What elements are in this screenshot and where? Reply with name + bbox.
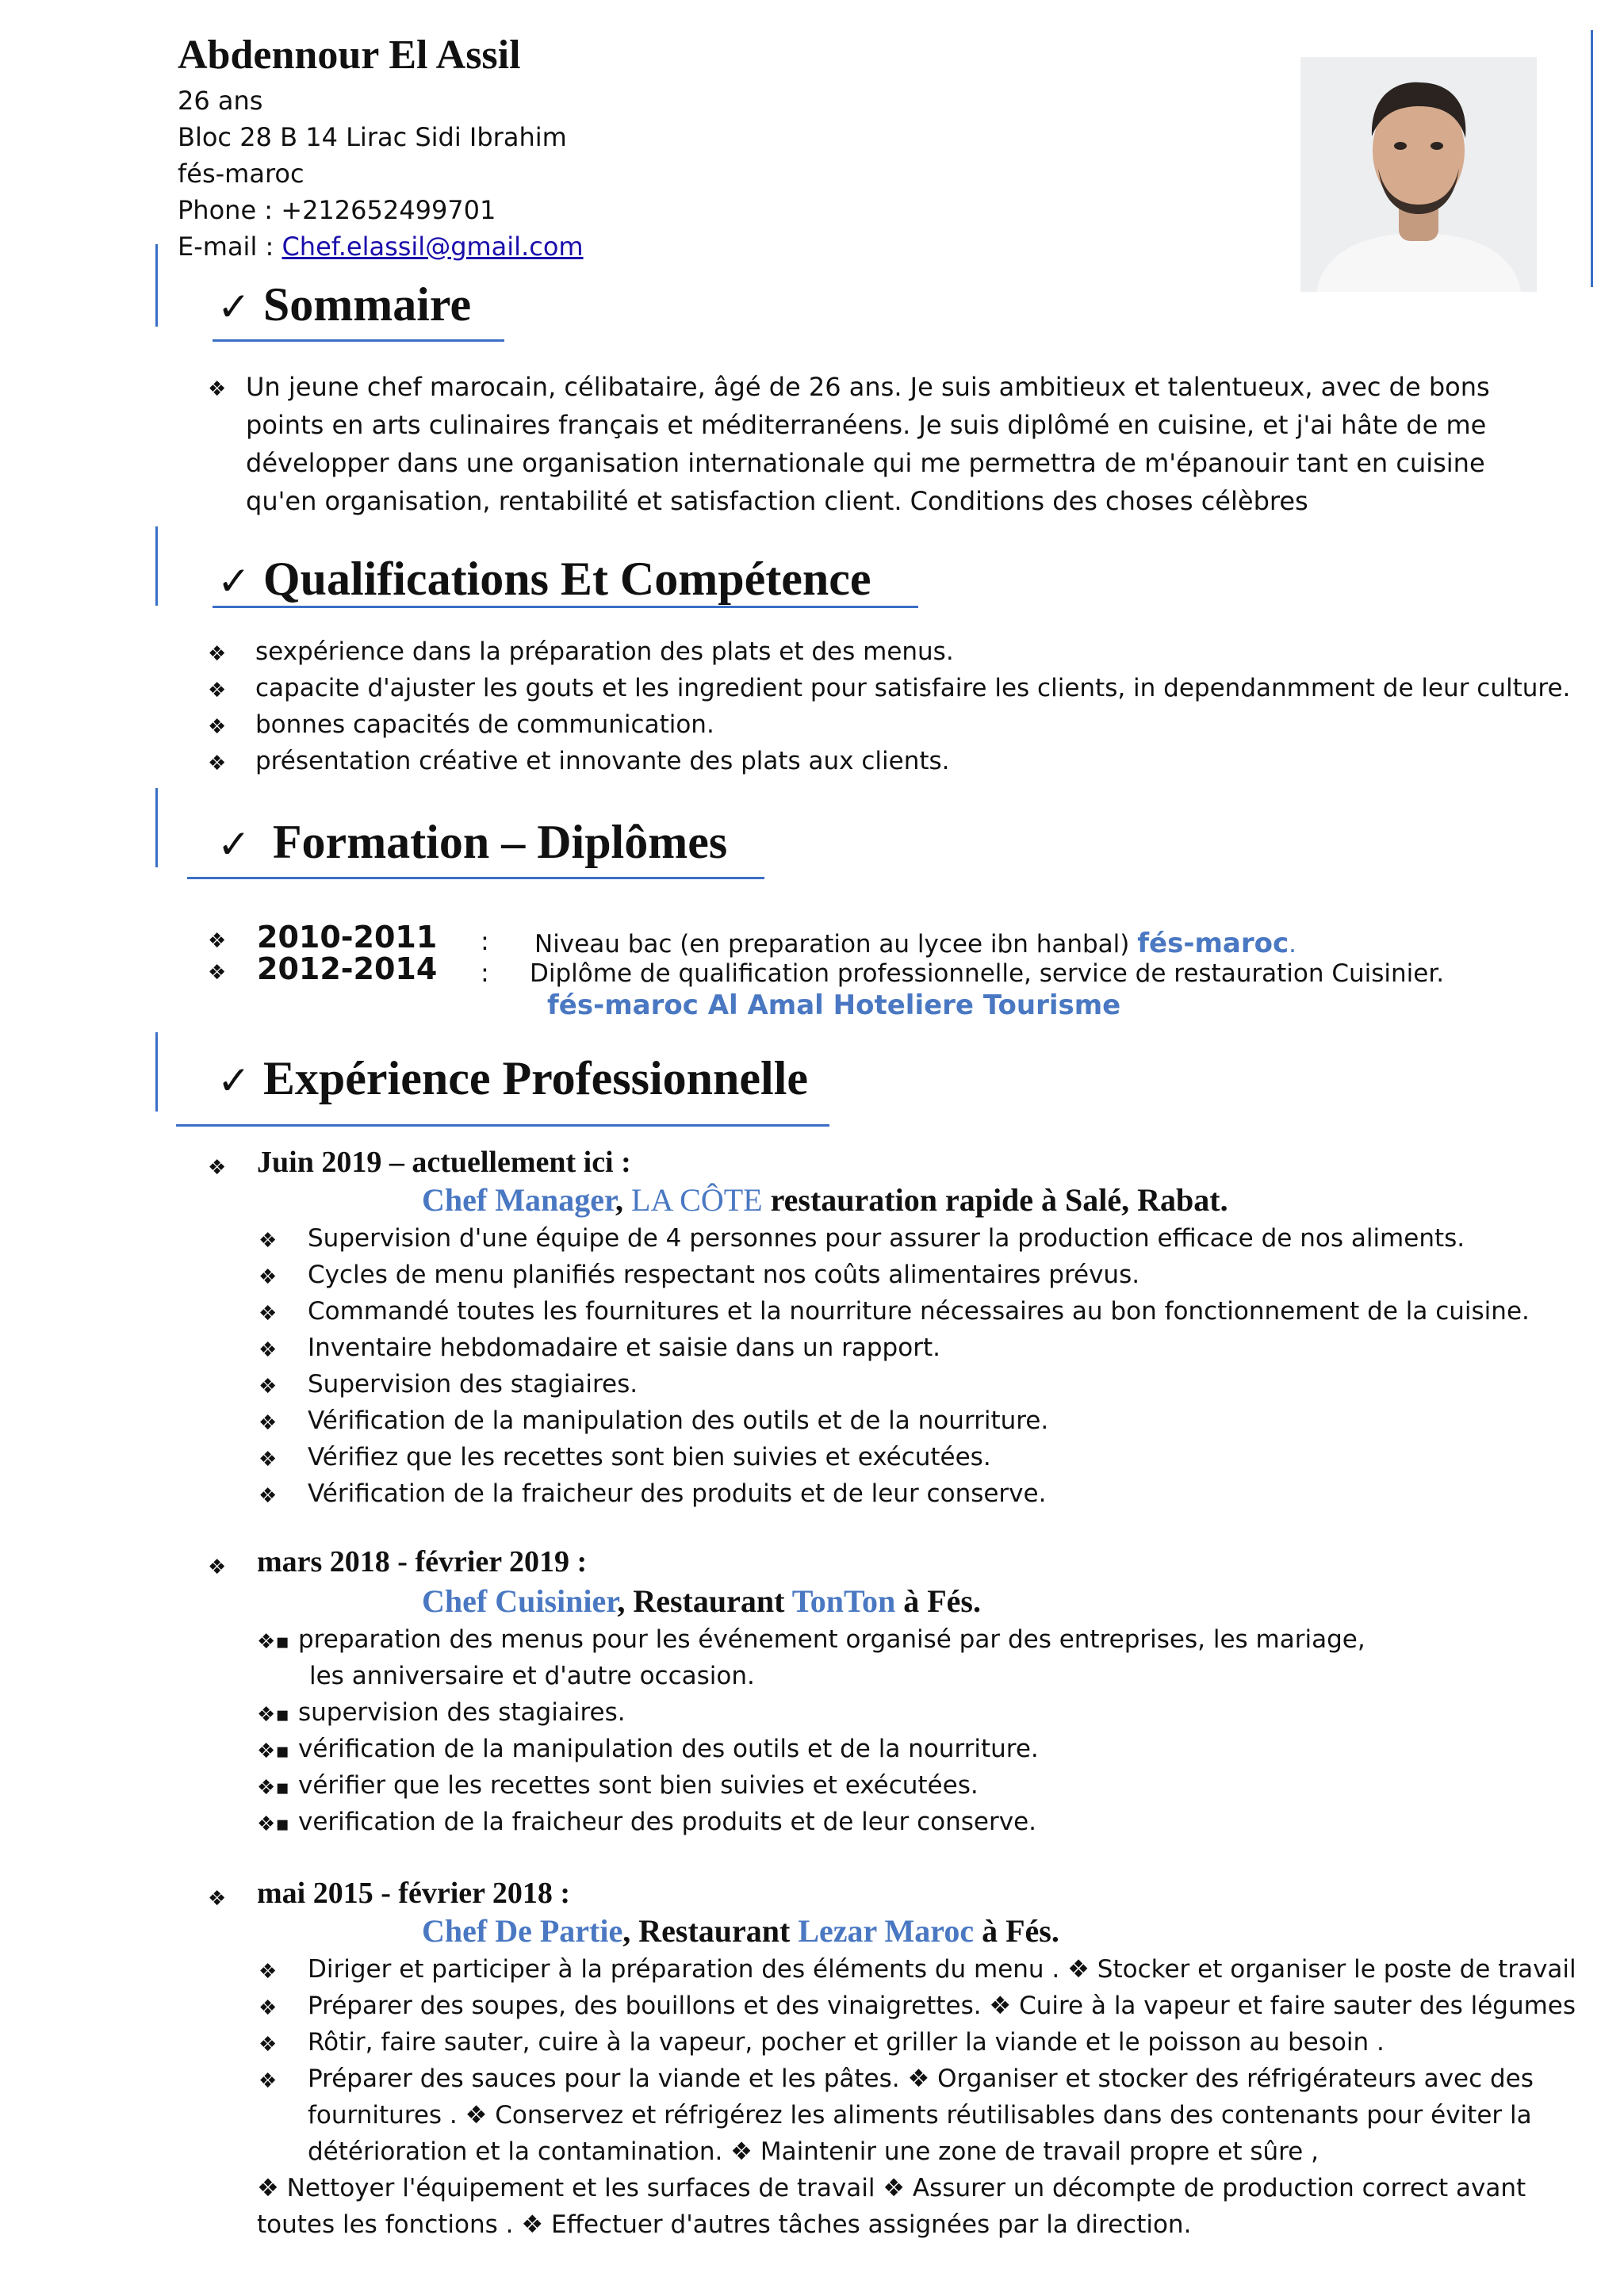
formation-place: fés-maroc	[1137, 928, 1289, 959]
job-date: mai 2015 - février 2018 :	[257, 1877, 571, 1910]
formation-years: 2010-2011	[257, 920, 438, 955]
diamond-bullet-icon: ❖	[259, 1448, 278, 1471]
section-title-text: Formation – Diplômes	[272, 816, 728, 868]
duty-item: Cycles de menu planifiés respectant nos coûts alimentaires prévus.	[308, 1261, 1140, 1289]
address-line-1: Bloc 28 B 14 Lirac Sidi Ibrahim	[178, 122, 567, 152]
diamond-bullet-icon: ❖	[259, 1484, 278, 1508]
diamond-square-bullet-icon: ❖▪	[257, 1630, 289, 1654]
job-separator: , Restaurant	[617, 1583, 792, 1619]
diamond-bullet-icon: ❖	[208, 1556, 227, 1579]
duty-item: Vérification de la fraicheur des produits et de leur conserve.	[308, 1479, 1047, 1508]
duty-item: Rôtir, faire sauter, cuire à la vapeur, pocher et griller la viande et le poisson au besoin .	[308, 2028, 1385, 2057]
diamond-bullet-icon: ❖	[259, 1265, 278, 1289]
diamond-bullet-icon: ❖	[259, 1996, 278, 2020]
formation-separator: :	[481, 958, 489, 988]
section-underline	[187, 877, 764, 879]
checkmark-icon: ✓	[217, 558, 251, 604]
phone: Phone : +212652499701	[178, 195, 496, 225]
duty-item: supervision des stagiaires.	[298, 1698, 626, 1727]
diamond-bullet-icon: ❖	[208, 929, 227, 953]
summary-line: points en arts culinaires français et méditerranéens. Je suis diplômé en cuisine, et j'ai hâte de me	[246, 410, 1487, 440]
email-label: E-mail :	[178, 232, 282, 262]
diamond-bullet-icon: ❖	[208, 642, 227, 666]
job-role: Chef Manager	[422, 1182, 616, 1218]
duty-item: verification de la fraicheur des produits et de leur conserve.	[298, 1808, 1036, 1836]
diamond-square-bullet-icon: ❖▪	[257, 1703, 289, 1727]
duty-item-continuation: détérioration et la contamination. ❖ Maintenir une zone de travail propre et sûre ,	[308, 2137, 1319, 2166]
email-row	[178, 228, 584, 265]
job-company: TonTon	[791, 1583, 896, 1619]
summary-line: Un jeune chef marocain, célibataire, âgé de 26 ans. Je suis ambitieux et talentueux, avec de bons	[246, 372, 1490, 402]
duty-item: ❖ Nettoyer l'équipement et les surfaces de travail ❖ Assurer un décompte de production correct avant	[257, 2174, 1526, 2202]
formation-text: Niveau bac (en preparation au lycee ibn hanbal)	[534, 930, 1138, 959]
section-title-text: Qualifications Et Compétence	[262, 553, 871, 605]
duty-item-continuation: fournitures . ❖ Conservez et réfrigérez les aliments réutilisables dans des contenants pour éviter la	[308, 2101, 1532, 2130]
duty-item: vérifier que les recettes sont bien suivies et exécutées.	[298, 1771, 979, 1800]
duty-item: Vérification de la manipulation des outils et de la nourriture.	[308, 1406, 1049, 1435]
diamond-square-bullet-icon: ❖▪	[257, 1812, 289, 1836]
job-date: mars 2018 - février 2019 :	[257, 1545, 588, 1578]
job-separator: ,	[615, 1182, 632, 1218]
section-underline	[176, 1124, 829, 1127]
diamond-bullet-icon: ❖	[259, 1302, 278, 1326]
diamond-bullet-icon: ❖	[259, 2033, 278, 2057]
email-link[interactable]: Chef.elassil@gmail.com	[282, 232, 584, 262]
job-title	[422, 1912, 1059, 1950]
duty-item: Préparer des sauces pour la viande et les pâtes. ❖ Organiser et stocker des réfrigérateurs avec des	[308, 2064, 1534, 2093]
duty-item: Supervision des stagiaires.	[308, 1370, 638, 1399]
formation-place: fés-maroc Al Amal Hoteliere Tourisme	[547, 989, 1121, 1021]
section-title-qualifications	[217, 552, 871, 607]
job-title	[422, 1181, 1228, 1219]
duty-item-continuation: les anniversaire et d'autre occasion.	[309, 1662, 755, 1690]
summary-line: développer dans une organisation internationale qui me permettra de m'épanouir tant en cuisine	[246, 448, 1485, 478]
section-title-text: Sommaire	[262, 278, 472, 331]
right-accent-bar	[1591, 30, 1593, 287]
candidate-name: Abdennour El Assil	[178, 33, 521, 78]
duty-item-continuation: toutes les fonctions . ❖ Effectuer d'autres tâches assignées par la direction.	[257, 2210, 1192, 2239]
formation-years: 2012-2014	[257, 951, 438, 986]
section-title-formation	[217, 815, 727, 870]
job-company: Lezar Maroc	[798, 1913, 975, 1949]
address-line-2: fés-maroc	[178, 159, 304, 189]
job-role: Chef Cuisinier	[422, 1583, 618, 1619]
checkmark-icon: ✓	[217, 1058, 251, 1104]
formation-separator: :	[481, 926, 489, 956]
section-title-sommaire	[217, 277, 471, 332]
duty-item: Diriger et participer à la préparation des éléments du menu . ❖ Stocker et organiser le poste de travail	[308, 1955, 1576, 1984]
diamond-bullet-icon: ❖	[259, 2069, 278, 2093]
diamond-bullet-icon: ❖	[259, 1338, 278, 1362]
duty-item: preparation des menus pour les événement organisé par des entreprises, les mariage,	[298, 1625, 1365, 1654]
section-title-text: Expérience Professionnelle	[262, 1052, 809, 1104]
section-title-experience	[217, 1051, 808, 1106]
diamond-bullet-icon: ❖	[208, 1156, 227, 1180]
left-accent-bar	[155, 244, 158, 327]
diamond-bullet-icon: ❖	[208, 679, 227, 702]
diamond-square-bullet-icon: ❖▪	[257, 1739, 289, 1763]
qualification-item: présentation créative et innovante des plats aux clients.	[255, 747, 950, 775]
portrait-image	[1300, 57, 1537, 292]
diamond-square-bullet-icon: ❖▪	[257, 1776, 289, 1800]
job-company: LA CÔTE	[631, 1182, 763, 1218]
age: 26 ans	[178, 86, 263, 116]
diamond-bullet-icon: ❖	[208, 377, 227, 401]
duty-item: Supervision d'une équipe de 4 personnes pour assurer la production efficace de nos aliments.	[308, 1224, 1465, 1253]
job-date: Juin 2019 – actuellement ici :	[257, 1146, 631, 1179]
formation-entry	[534, 928, 1297, 959]
qualification-item: capacite d'ajuster les gouts et les ingredient pour satisfaire les clients, in dependanmment de leur culture.	[255, 674, 1571, 702]
checkmark-icon: ✓	[217, 284, 251, 330]
diamond-bullet-icon: ❖	[259, 1960, 278, 1984]
duty-item: Commandé toutes les fournitures et la nourriture nécessaires au bon fonctionnement de la cuisine.	[308, 1297, 1530, 1326]
duty-item: Inventaire hebdomadaire et saisie dans un rapport.	[308, 1334, 940, 1362]
qualification-item: bonnes capacités de communication.	[255, 710, 714, 739]
left-accent-bar	[155, 1032, 158, 1112]
diamond-bullet-icon: ❖	[259, 1411, 278, 1435]
formation-text: Diplôme de qualification professionnelle, service de restauration Cuisinier.	[530, 959, 1445, 988]
duty-item: Préparer des soupes, des bouillons et des vinaigrettes. ❖ Cuire à la vapeur et faire sauter des légumes	[308, 1992, 1576, 2020]
diamond-bullet-icon: ❖	[208, 752, 227, 775]
diamond-bullet-icon: ❖	[208, 715, 227, 739]
left-accent-bar	[155, 526, 158, 606]
job-separator: , Restaurant	[622, 1913, 799, 1949]
job-title	[422, 1582, 981, 1620]
checkmark-icon: ✓	[217, 821, 251, 867]
diamond-bullet-icon: ❖	[208, 961, 227, 985]
job-location: restauration rapide à Salé, Rabat.	[762, 1182, 1228, 1218]
left-accent-bar	[155, 788, 158, 867]
section-underline	[213, 606, 918, 608]
job-role: Chef De Partie	[422, 1913, 623, 1949]
summary-paragraph	[246, 368, 1562, 520]
job-location: à Fés.	[895, 1583, 981, 1619]
summary-line: qu'en organisation, rentabilité et satisfaction client. Conditions des choses célèbres	[246, 486, 1308, 516]
duty-item: Vérifiez que les recettes sont bien suivies et exécutées.	[308, 1443, 991, 1471]
diamond-bullet-icon: ❖	[259, 1375, 278, 1399]
duty-item: vérification de la manipulation des outils et de la nourriture.	[298, 1735, 1039, 1763]
formation-tail: .	[1289, 930, 1297, 959]
qualification-item: sexpérience dans la préparation des plats et des menus.	[255, 637, 954, 666]
section-underline	[213, 339, 504, 342]
job-location: à Fés.	[974, 1913, 1059, 1949]
profile-photo	[1300, 57, 1537, 292]
diamond-bullet-icon: ❖	[208, 1887, 227, 1911]
diamond-bullet-icon: ❖	[259, 1229, 278, 1253]
